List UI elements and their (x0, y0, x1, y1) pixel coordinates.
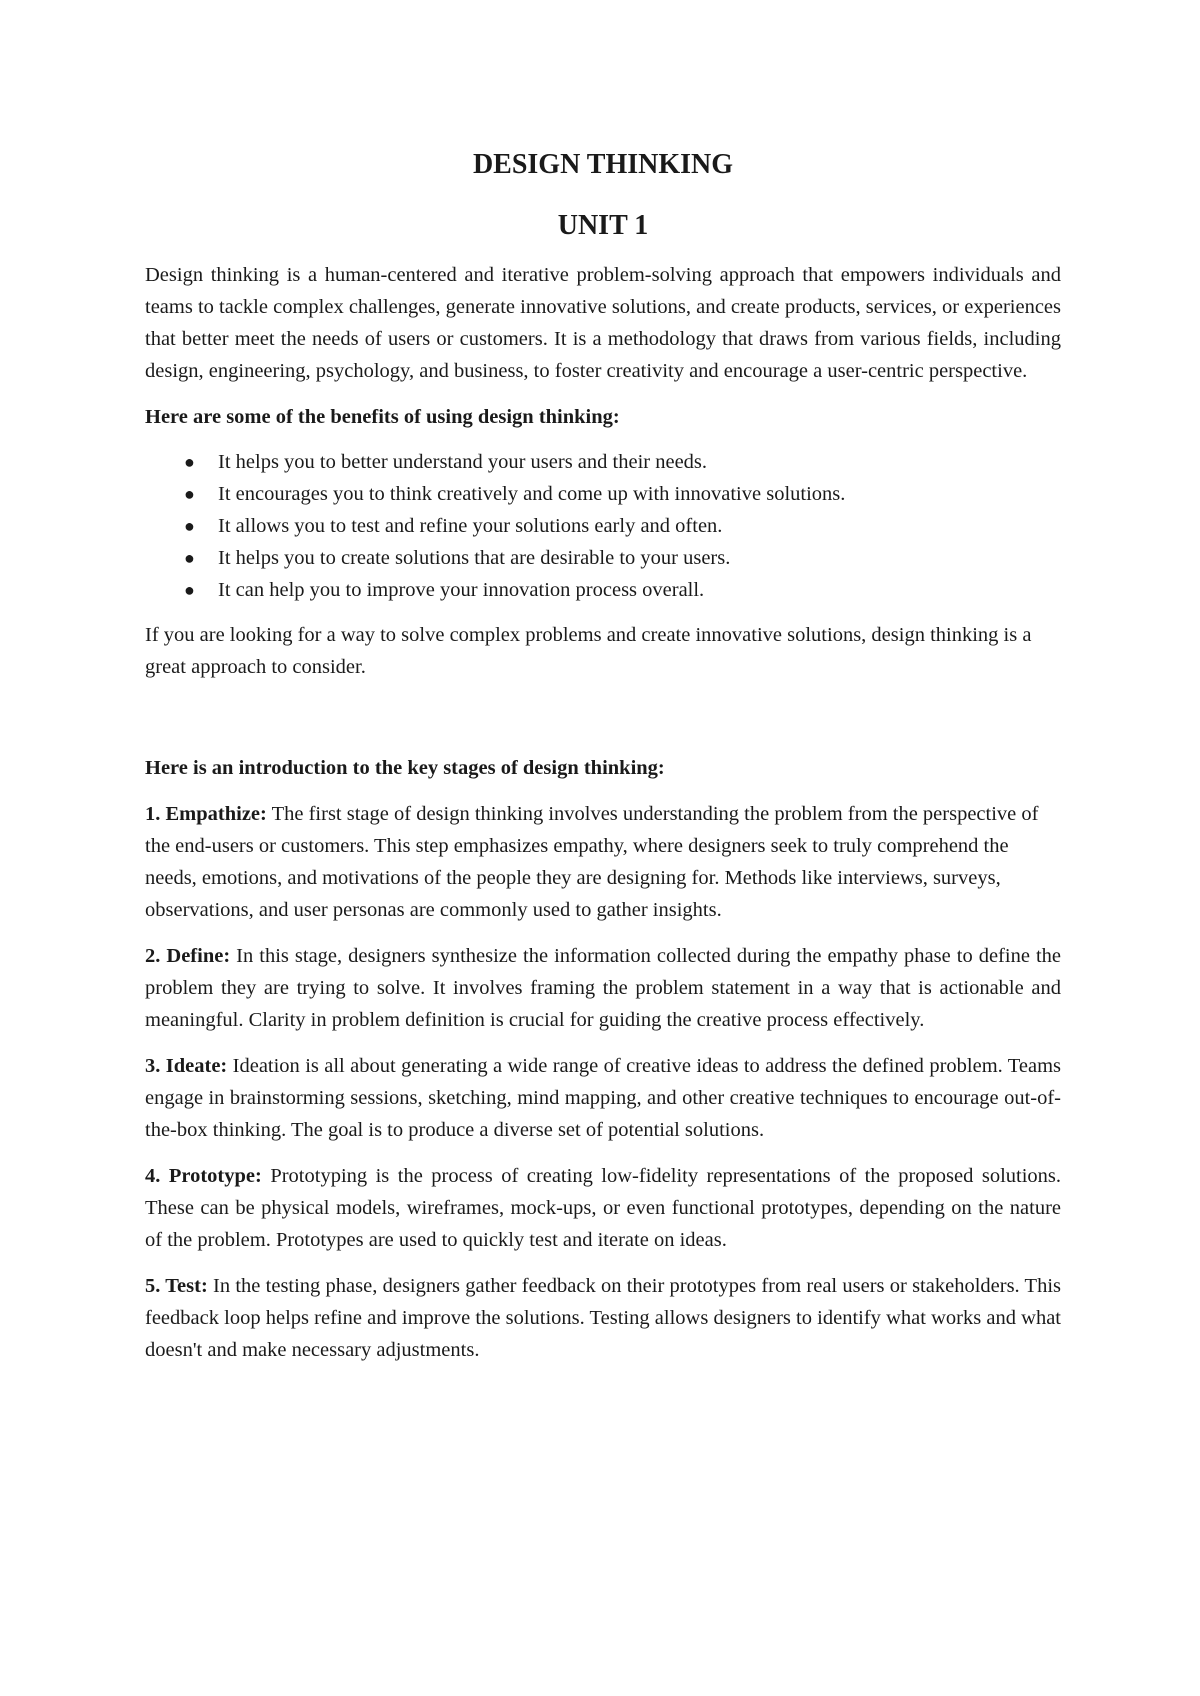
list-item (145, 510, 1061, 542)
list-item-text: It encourages you to think creatively and come up with innovative solutions. (218, 483, 846, 506)
stage-label: 2. Define: (145, 945, 231, 968)
document-title: DESIGN THINKING (472, 149, 734, 180)
list-item (145, 478, 1061, 510)
benefits-heading: Here are some of the benefits of using design thinking: (145, 406, 620, 429)
stage-text: Prototyping is the process of creating low-fidelity representations of the proposed solutions. These can be physical models, wireframes, mock-ups, or even functional prototypes, depending on the nature of the problem. Prototypes are used to quickly test and iterate on ideas. (145, 1165, 1062, 1252)
document-page (145, 138, 1061, 1366)
bullet-icon: ● (184, 484, 195, 505)
stage-test (145, 1270, 1061, 1366)
stage-ideate (145, 1050, 1061, 1146)
list-item (145, 574, 1061, 606)
list-item-text: It helps you to better understand your users and their needs. (218, 451, 708, 474)
stage-define (145, 940, 1061, 1036)
list-item-text: It helps you to create solutions that are desirable to your users. (218, 547, 731, 570)
stage-prototype (145, 1160, 1061, 1256)
stage-text: In the testing phase, designers gather feedback on their prototypes from real users or stakeholders. This feedback loop helps refine and improve the solutions. Testing allows designers to identify what works and what doesn't and make necessary adjustments. (145, 1275, 1061, 1362)
list-item (145, 542, 1061, 574)
intro-paragraph: Design thinking is a human-centered and iterative problem-solving approach that empowers individuals and teams to tackle complex challenges, generate innovative solutions, and create products, services, or experiences that better meet the needs of users or customers. It is a methodology that draws from various fields, including design, engineering, psychology, and business, to foster creativity and encourage a user-centric perspective. (145, 264, 1061, 383)
list-item-text: It can help you to improve your innovation process overall. (218, 579, 705, 602)
stage-label: 3. Ideate: (145, 1055, 228, 1078)
list-item (145, 446, 1061, 478)
stage-empathize (145, 798, 1061, 926)
stages-heading: Here is an introduction to the key stages of design thinking: (145, 757, 665, 780)
stage-text: In this stage, designers synthesize the information collected during the empathy phase to define the problem they are trying to solve. It involves framing the problem statement in a way that is actionable and meaningful. Clarity in problem definition is crucial for guiding the creative process effectively. (145, 945, 1061, 1032)
bullet-icon: ● (184, 452, 195, 473)
stage-text: The first stage of design thinking involves understanding the problem from the perspective of the end-users or customers. This step emphasizes empathy, where designers seek to truly comprehend the needs, emotions, and motivations of the people they are designing for. Methods like interviews, surveys, observations, and user personas are commonly used to gather insights. (145, 803, 1039, 922)
benefits-list (145, 446, 1061, 606)
closing-paragraph: If you are looking for a way to solve complex problems and create innovative solutions, design thinking is a great approach to consider. (145, 624, 1032, 679)
bullet-icon: ● (184, 548, 195, 569)
stage-label: 4. Prototype: (145, 1165, 262, 1188)
bullet-icon: ● (184, 580, 195, 601)
stage-label: 5. Test: (145, 1275, 208, 1298)
unit-heading: UNIT 1 (557, 209, 649, 241)
bullet-icon: ● (184, 516, 195, 537)
stage-text: Ideation is all about generating a wide range of creative ideas to address the defined problem. Teams engage in brainstorming sessions, sketching, mind mapping, and other creative techniques to encourage out-of-the-box thinking. The goal is to produce a diverse set of potential solutions. (145, 1055, 1061, 1142)
list-item-text: It allows you to test and refine your solutions early and often. (218, 515, 723, 538)
stage-label: 1. Empathize: (145, 803, 267, 826)
